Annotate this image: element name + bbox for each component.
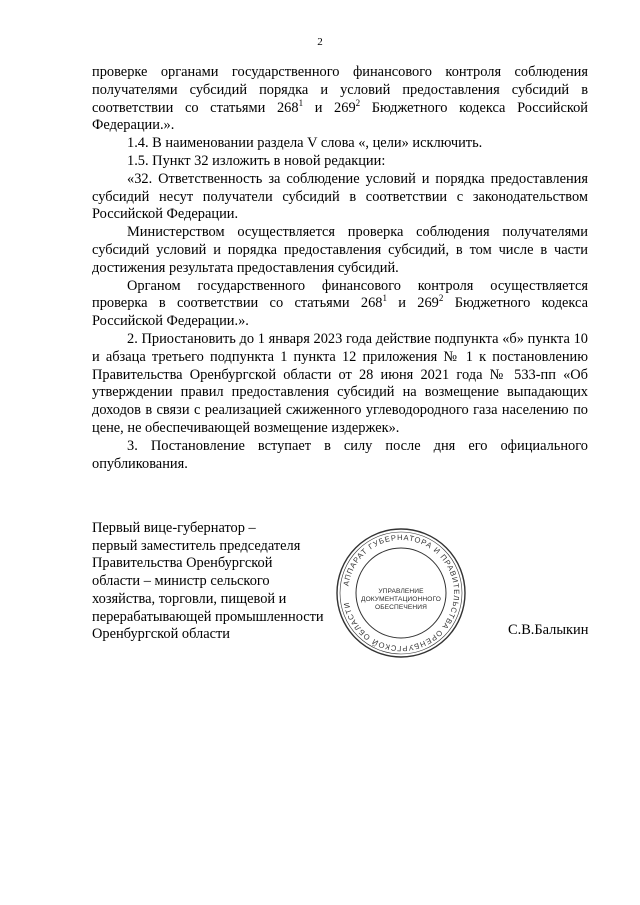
signature-line: Оренбургской области [92, 626, 230, 643]
paragraph-text: и 269 [303, 99, 356, 116]
paragraph-text: 3. Постановление вступает в силу после дня его официального опубликования. [92, 437, 588, 472]
paragraph-text: «32. Ответственность за соблюдение условий и порядка предоставления субсидий несут получатели субсидий в соответствии с законодательством Российской Федерации. [92, 170, 588, 223]
signature-line: области – министр сельского [92, 573, 270, 590]
stamp-inner-line: ДОКУМЕНТАЦИОННОГО [361, 596, 441, 603]
signature-line: хозяйства, торговли, пищевой и [92, 590, 287, 607]
signer-name: С.В.Балыкин [508, 622, 589, 638]
signature-line: перерабатывающей промышленности [92, 608, 324, 625]
paragraph-text: 2. Приостановить до 1 января 2023 года действие подпункта «б» пункта 10 и абзаца третьего подпункта 1 пункта 12 приложения № 1 к постановлению Правительства Оренбургской области от 28 июня 2021 года № 533-пп «Об утверждении правил предоставления субсидий на возмещение выпадающих доходов в связи с реализацией сжиженного углеводородного газа населению по цене, не обеспечивающей возмещение издержек». [92, 330, 588, 436]
paragraph-text: Бюджетного кодекса Российской Федерации.». [92, 295, 588, 330]
paragraph [92, 171, 588, 224]
superscript: 1 [298, 97, 304, 108]
paragraph-text: Органом государственного финансового контроля осуществляется проверка в соответствии со статьями 268 [92, 277, 588, 312]
signature-line: Первый вице-губернатор – [92, 520, 256, 536]
stamp-inner-line: ОБЕСПЕЧЕНИЯ [375, 604, 427, 611]
signature-line: Правительства Оренбургской [92, 555, 273, 572]
paragraph-text: Министерством осуществляется проверка соблюдения получателями субсидий условий и порядка предоставления субсидий, в том числе в части достижения результата предоставления субсидий. [92, 224, 588, 276]
stamp-inner-line: УПРАВЛЕНИЕ [378, 588, 424, 595]
superscript: 1 [382, 293, 387, 304]
paragraph-text: 1.4. В наименовании раздела V слова «, цели» исключить. [127, 135, 483, 152]
paragraph [92, 135, 588, 153]
paragraph [92, 331, 588, 438]
superscript: 2 [438, 293, 444, 304]
paragraph [92, 278, 588, 331]
paragraph [92, 438, 588, 474]
paragraph-text: 1.5. Пункт 32 изложить в новой редакции: [127, 152, 386, 169]
paragraph-text: и 269 [386, 295, 439, 312]
paragraph-text: проверке органами государственного финансового контроля соблюдения получателями субсидий порядка и условий предоставления субсидий в соответствии со статьями 268 [92, 64, 588, 116]
page-number: 2 [317, 36, 323, 48]
paragraph [92, 224, 588, 277]
superscript: 2 [355, 97, 361, 108]
stamp-ring-text: АППАРАТ ГУБЕРНАТОРА И ПРАВИТЕЛЬСТВА ОРЕНБУРГСКОЙ ОБЛАСТИ [341, 532, 462, 654]
document-body [92, 64, 588, 473]
paragraph [92, 64, 588, 135]
stamp-inner-text [355, 588, 447, 612]
signature-line: первый заместитель председателя [92, 537, 301, 554]
paragraph-text: Бюджетного кодекса Российской Федерации.». [92, 99, 588, 134]
signature-block [92, 520, 342, 644]
paragraph [92, 153, 588, 171]
official-stamp [334, 526, 468, 660]
